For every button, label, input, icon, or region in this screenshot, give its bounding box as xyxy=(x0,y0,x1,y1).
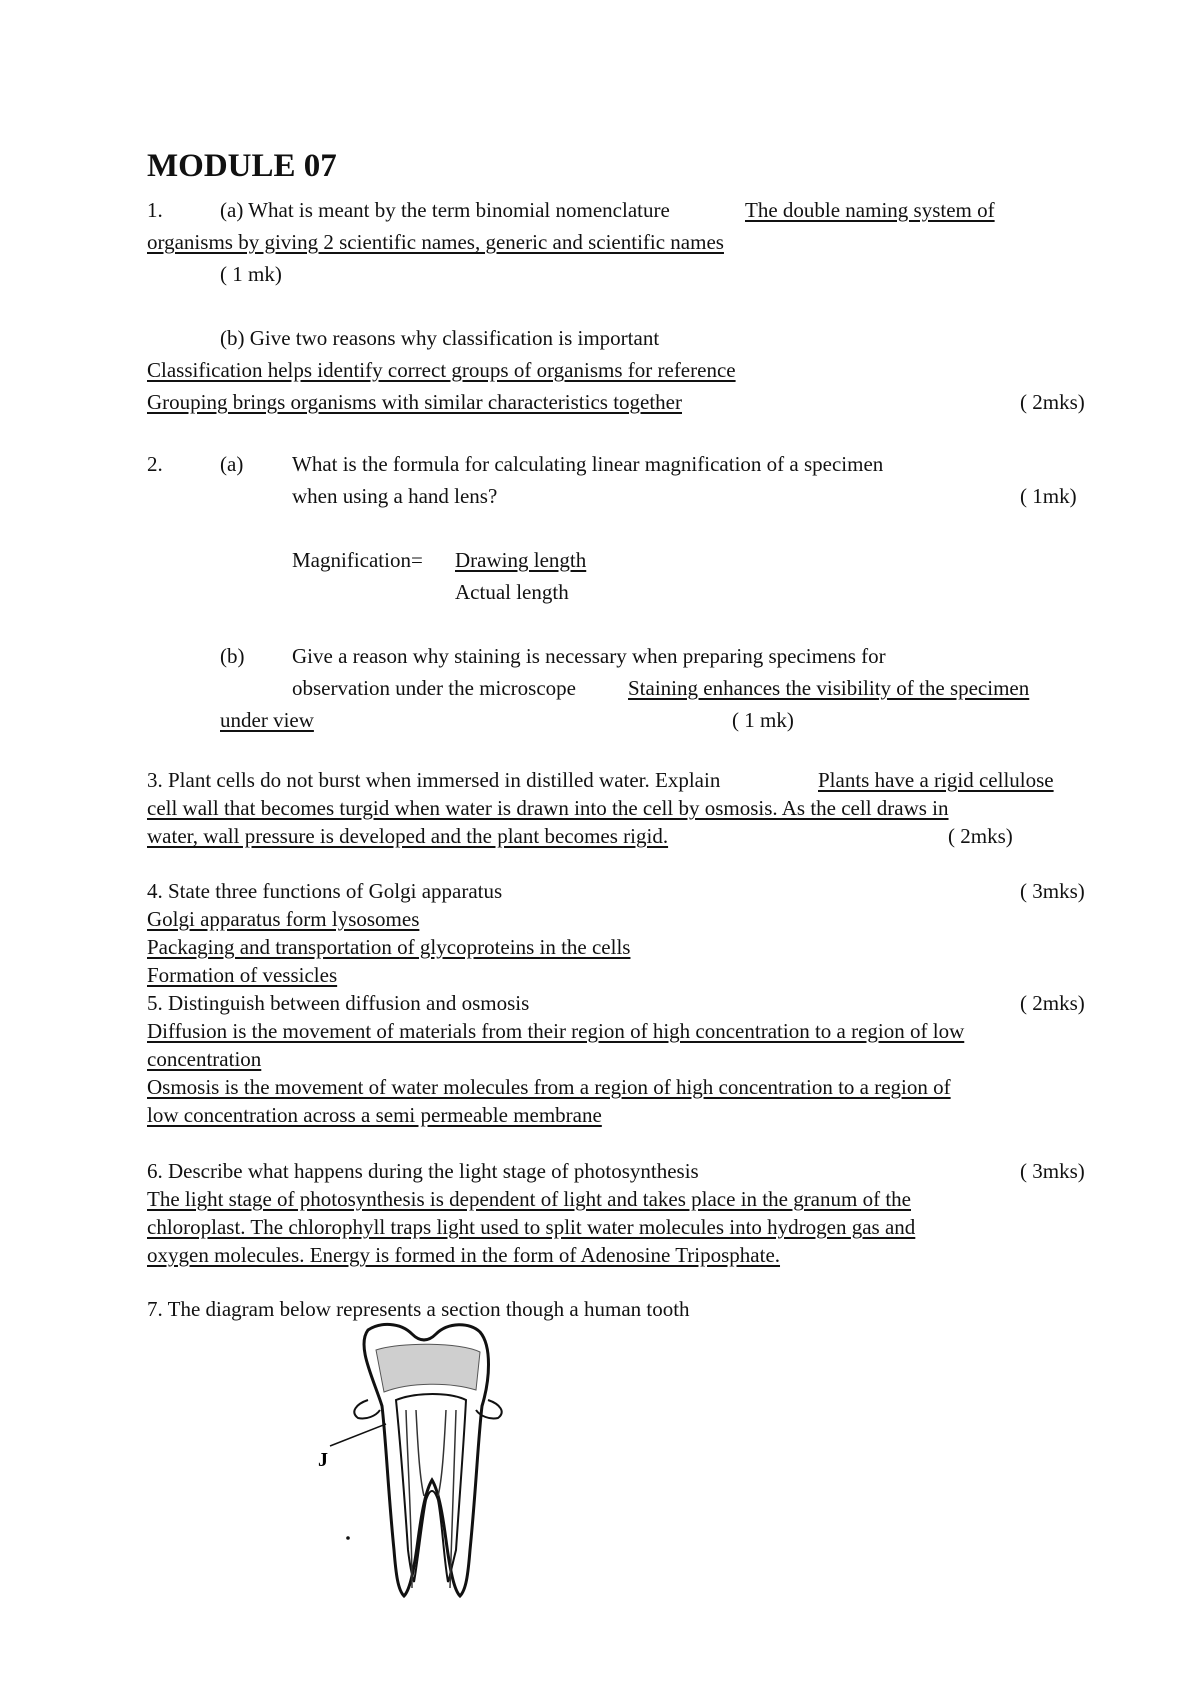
q3-answer-2: cell wall that becomes turgid when water is drawn into the cell by osmosis. As the cell draws in xyxy=(147,796,949,820)
q1-number: 1. xyxy=(147,198,163,222)
q5-answer-1: Diffusion is the movement of materials from their region of high concentration to a region of low xyxy=(147,1019,965,1043)
q6-answer-1: The light stage of photosynthesis is dependent of light and takes place in the granum of the xyxy=(147,1187,911,1211)
label-j: J xyxy=(318,1449,328,1471)
q2a-prompt-2: when using a hand lens? xyxy=(292,484,498,508)
q5-marks: ( 2mks) xyxy=(1020,991,1085,1015)
q1b-answer-1: Classification helps identify correct groups of organisms for reference xyxy=(147,358,736,382)
q2b-marks: ( 1 mk) xyxy=(732,708,794,732)
q2-number: 2. xyxy=(147,452,163,476)
q5-prompt: 5. Distinguish between diffusion and osmosis xyxy=(147,991,530,1015)
formula-lhs: Magnification= xyxy=(292,548,423,572)
q4-answer-3: Formation of vessicles xyxy=(147,963,338,987)
q4-prompt: 4. State three functions of Golgi apparatus xyxy=(147,879,503,903)
q6-marks: ( 3mks) xyxy=(1020,1159,1085,1183)
q4-answer-1: Golgi apparatus form lysosomes xyxy=(147,907,420,931)
enamel-band xyxy=(376,1344,480,1392)
dot-mark xyxy=(346,1536,350,1540)
formula-numerator: Drawing length xyxy=(455,548,587,572)
q1a-answer-line-2: organisms by giving 2 scientific names, generic and scientific names xyxy=(147,230,724,254)
q6-answer-3: oxygen molecules. Energy is formed in the form of Adenosine Triposphate. xyxy=(147,1243,781,1267)
tooth-diagram xyxy=(320,1320,550,1610)
q1a-prompt: (a) What is meant by the term binomial nomenclature xyxy=(220,198,670,222)
q3-marks: ( 2mks) xyxy=(948,824,1013,848)
q1a-answer-line-1: The double naming system of xyxy=(745,198,995,222)
q2a-label: (a) xyxy=(220,452,244,476)
q1b-marks: ( 2mks) xyxy=(1020,390,1085,414)
q2b-label: (b) xyxy=(220,644,245,668)
q2b-prompt-1: Give a reason why staining is necessary when preparing specimens for xyxy=(292,644,886,668)
q2b-answer-2: under view xyxy=(220,708,314,732)
formula-denominator: Actual length xyxy=(455,580,569,604)
q1b-answer-2: Grouping brings organisms with similar characteristics together xyxy=(147,390,682,414)
q1b-prompt: (b) Give two reasons why classification is important xyxy=(220,326,660,350)
q3-answer-3: water, wall pressure is developed and the plant becomes rigid. xyxy=(147,824,669,848)
q6-answer-2: chloroplast. The chlorophyll traps light used to split water molecules into hydrogen gas and xyxy=(147,1215,916,1239)
q4-answer-2: Packaging and transportation of glycoproteins in the cells xyxy=(147,935,631,959)
q1a-marks: ( 1 mk) xyxy=(220,262,282,286)
q2a-marks: ( 1mk) xyxy=(1020,484,1077,508)
q6-prompt: 6. Describe what happens during the light stage of photosynthesis xyxy=(147,1159,699,1183)
q7-prompt: 7. The diagram below represents a section though a human tooth xyxy=(147,1297,690,1321)
q5-answer-2: concentration xyxy=(147,1047,262,1071)
pointer-j xyxy=(330,1424,386,1446)
q2a-prompt-1: What is the formula for calculating linear magnification of a specimen xyxy=(292,452,884,476)
q2b-prompt-2: observation under the microscope xyxy=(292,676,576,700)
gum-left xyxy=(354,1400,380,1419)
q3-prompt: 3. Plant cells do not burst when immersed in distilled water. Explain xyxy=(147,768,721,792)
page-title: MODULE 07 xyxy=(147,148,337,184)
vessel-mid-left xyxy=(416,1410,424,1496)
q5-answer-3: Osmosis is the movement of water molecules from a region of high concentration to a region of xyxy=(147,1075,951,1099)
vessel-mid-right xyxy=(438,1410,446,1496)
q3-answer-1: Plants have a rigid cellulose xyxy=(818,768,1054,792)
q2b-answer-1: Staining enhances the visibility of the specimen xyxy=(628,676,1030,700)
q5-answer-4: low concentration across a semi permeable membrane xyxy=(147,1103,602,1127)
q4-marks: ( 3mks) xyxy=(1020,879,1085,903)
